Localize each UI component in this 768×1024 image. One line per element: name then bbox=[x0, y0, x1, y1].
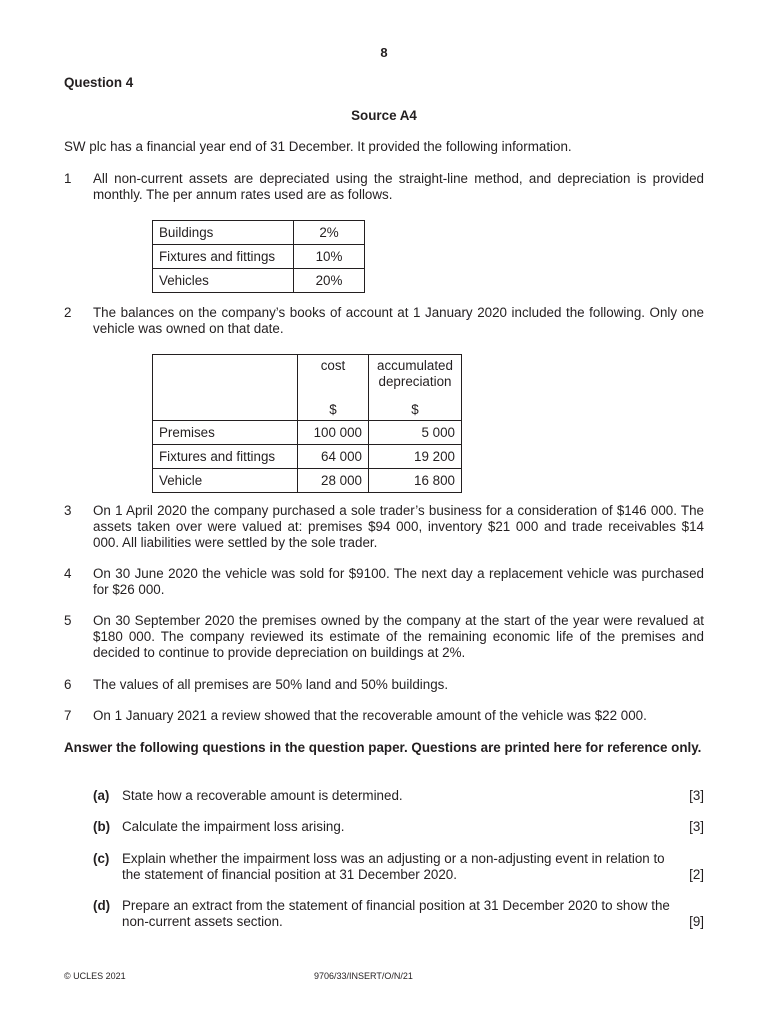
item-number: 5 bbox=[64, 613, 72, 628]
table-row bbox=[153, 221, 365, 245]
header-empty-cell bbox=[153, 355, 298, 421]
rate-value: 10% bbox=[294, 245, 365, 269]
marks: [3] bbox=[689, 819, 704, 834]
subquestion bbox=[93, 898, 704, 930]
header-acc-dep-label: accumulated depreciation bbox=[377, 358, 453, 389]
item-number: 1 bbox=[64, 171, 72, 186]
item-number: 6 bbox=[64, 677, 72, 692]
rate-value: 2% bbox=[294, 221, 365, 245]
marks: [2] bbox=[689, 867, 704, 882]
asset-label: Fixtures and fittings bbox=[153, 445, 298, 469]
table-row bbox=[153, 269, 365, 293]
asset-label: Vehicle bbox=[153, 469, 298, 493]
dep-value: 5 000 bbox=[369, 421, 462, 445]
subquestion-label: (c) bbox=[93, 851, 110, 866]
subquestion-label: (a) bbox=[93, 788, 110, 803]
rate-label: Fixtures and fittings bbox=[153, 245, 294, 269]
item-number: 7 bbox=[64, 708, 72, 723]
table-row bbox=[153, 445, 462, 469]
item-text: On 30 June 2020 the vehicle was sold for $9100. The next day a replacement vehicle was purchased for $26 000. bbox=[93, 566, 704, 597]
subquestion-label: (d) bbox=[93, 898, 111, 913]
cost-value: 64 000 bbox=[298, 445, 369, 469]
question-title: Question 4 bbox=[64, 75, 134, 90]
marks: [9] bbox=[689, 914, 704, 929]
table-row bbox=[153, 421, 462, 445]
item-text: On 1 April 2020 the company purchased a sole trader’s business for a consideration of $146 000. The assets taken over were valued at: premises $94 000, inventory $21 000 and trade receivables $14 000. All liabilities were settled by the sole trader. bbox=[93, 503, 704, 550]
cost-value: 100 000 bbox=[298, 421, 369, 445]
footer-copyright: © UCLES 2021 bbox=[64, 971, 126, 981]
rate-value: 20% bbox=[294, 269, 365, 293]
header-acc-dep bbox=[369, 355, 462, 421]
table-row bbox=[153, 245, 365, 269]
dep-value: 16 800 bbox=[369, 469, 462, 493]
info-item bbox=[64, 503, 704, 551]
header-cost bbox=[298, 355, 369, 421]
rate-label: Vehicles bbox=[153, 269, 294, 293]
item-text: All non-current assets are depreciated using the straight-line method, and depreciation is provided monthly. The per annum rates used are as follows. bbox=[93, 171, 704, 202]
table-row bbox=[153, 469, 462, 493]
info-item bbox=[64, 171, 704, 203]
item-text: On 1 January 2021 a review showed that the recoverable amount of the vehicle was $22 000. bbox=[93, 708, 647, 723]
info-item bbox=[64, 613, 704, 661]
subquestion bbox=[93, 788, 704, 804]
item-number: 2 bbox=[64, 305, 72, 320]
info-item bbox=[64, 566, 704, 598]
subquestion-text: Explain whether the impairment loss was an adjusting or a non-adjusting event in relation to the statement of financial position at 31 December 2020. bbox=[122, 851, 665, 882]
subquestion bbox=[93, 851, 704, 883]
subquestion-text: Calculate the impairment loss arising. bbox=[122, 819, 345, 834]
info-item bbox=[64, 305, 704, 337]
item-text: The values of all premises are 50% land and 50% buildings. bbox=[93, 677, 449, 692]
subquestion-text: State how a recoverable amount is determined. bbox=[122, 788, 403, 803]
marks: [3] bbox=[689, 788, 704, 803]
item-number: 3 bbox=[64, 503, 72, 518]
intro-text: SW plc has a financial year end of 31 December. It provided the following information. bbox=[64, 139, 572, 154]
asset-label: Premises bbox=[153, 421, 298, 445]
subquestion bbox=[93, 819, 704, 835]
source-heading: Source A4 bbox=[351, 108, 417, 123]
item-text: On 30 September 2020 the premises owned by the company at the start of the year were revalued at $180 000. The company reviewed its estimate of the remaining economic life of the premises and decided to continue to provide depreciation on buildings at 2%. bbox=[93, 613, 704, 660]
subquestion-text: Prepare an extract from the statement of financial position at 31 December 2020 to show the non-current assets section. bbox=[122, 898, 670, 929]
page-number: 8 bbox=[380, 45, 388, 60]
dep-value: 19 200 bbox=[369, 445, 462, 469]
item-text: The balances on the company’s books of account at 1 January 2020 included the following. Only one vehicle was owned on that date. bbox=[93, 305, 704, 336]
balances-table bbox=[152, 354, 462, 493]
info-item bbox=[64, 708, 704, 724]
subquestion-label: (b) bbox=[93, 819, 111, 834]
info-item bbox=[64, 677, 704, 693]
item-number: 4 bbox=[64, 566, 72, 581]
table-header-row bbox=[153, 355, 462, 421]
rate-label: Buildings bbox=[153, 221, 294, 245]
footer-code: 9706/33/INSERT/O/N/21 bbox=[314, 971, 413, 981]
currency-symbol: $ bbox=[329, 402, 337, 417]
header-cost-label: cost bbox=[320, 358, 346, 373]
cost-value: 28 000 bbox=[298, 469, 369, 493]
instructions: Answer the following questions in the question paper. Questions are printed here for reference only. bbox=[64, 740, 702, 755]
depreciation-rates-table bbox=[152, 220, 365, 293]
currency-symbol: $ bbox=[411, 402, 419, 417]
